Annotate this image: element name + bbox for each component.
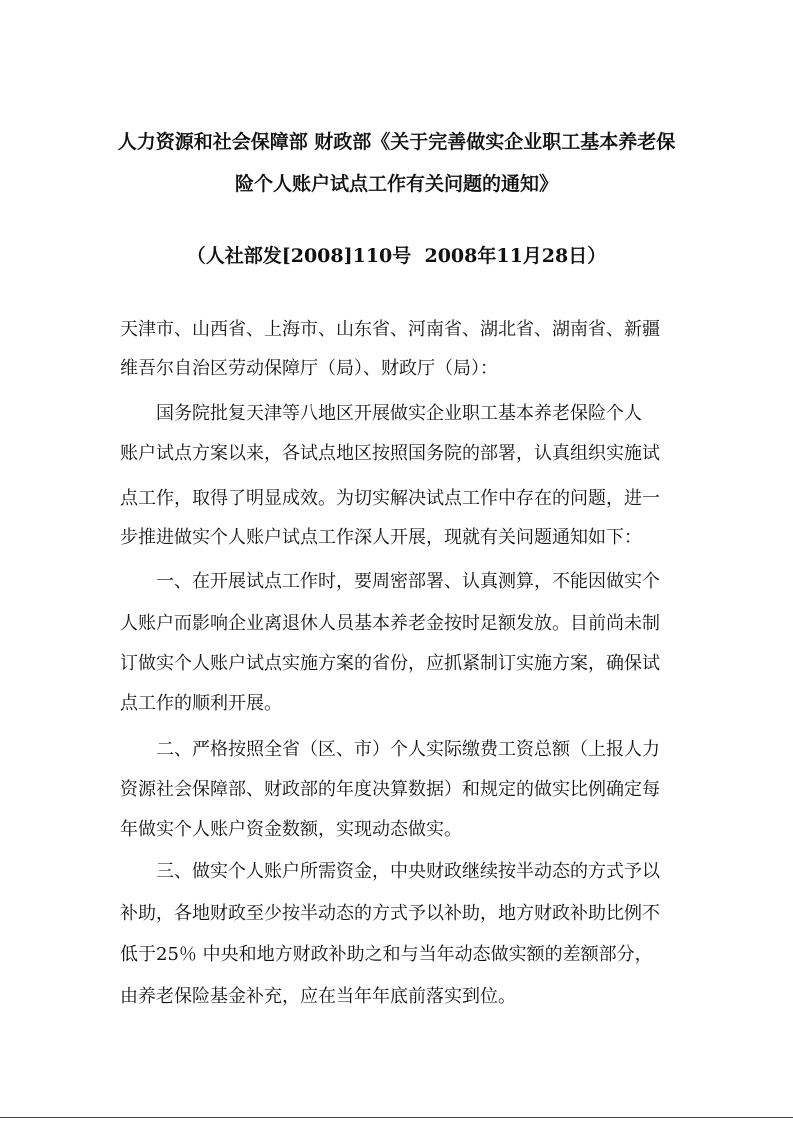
- item-1-line: 订做实个人账户试点实施方案的省份，应抓紧制订实施方案，确保试: [120, 653, 660, 674]
- item-3-line: 由养老保险基金补充，应在当年年底前落实到位。: [120, 986, 516, 1007]
- item-3-line: 三、做实个人账户所需资金，中央财政继续按半动态的方式予以: [156, 861, 660, 882]
- item-3-line: 低于25％ 中央和地方财政补助之和与当年动态做实额的差额部分，: [120, 944, 653, 965]
- intro-paragraph-line: 点工作，取得了明显成效。为切实解决试点工作中存在的问题，进一: [120, 488, 660, 509]
- item-1-line: 人账户而影响企业离退休人员基本养老金按时足额发放。目前尚未制: [120, 613, 660, 634]
- intro-paragraph-line: 国务院批复天津等八地区开展做实企业职工基本养老保险个人: [156, 403, 642, 424]
- item-2-line: 资源社会保障部、财政部的年度决算数据）和规定的做实比例确定每: [120, 779, 660, 800]
- intro-paragraph-line: 账户试点方案以来，各试点地区按照国务院的部署，认真组织实施试: [120, 443, 660, 464]
- issue-number-and-date: （人社部发[2008]110号 2008年11月28日）: [186, 245, 607, 267]
- item-1-line: 点工作的顺利开展。: [120, 693, 282, 714]
- document-title-line-2: 险个人账户试点工作有关问题的通知》: [234, 173, 558, 195]
- document-title-line-1: 人力资源和社会保障部 财政部《关于完善做实企业职工基本养老保: [117, 131, 676, 153]
- page-bottom-rule: [0, 1117, 793, 1118]
- item-2-line: 二、严格按照全省（区、市）个人实际缴费工资总额（上报人力: [156, 739, 660, 760]
- addressee-line: 天津市、山西省、上海市、山东省、河南省、湖北省、湖南省、新疆: [120, 319, 660, 340]
- item-2-line: 年做实个人账户资金数额，实现动态做实。: [120, 819, 462, 840]
- item-1-line: 一、在开展试点工作时，要周密部署、认真测算，不能因做实个: [156, 571, 660, 592]
- item-3-line: 补助，各地财政至少按半动态的方式予以补助，地方财政补助比例不: [120, 903, 660, 924]
- intro-paragraph-line: 步推进做实个人账户试点工作深人开展，现就有关问题通知如下：: [120, 527, 642, 548]
- addressee-line: 维吾尔自治区劳动保障厅（局）、财政厅（局）：: [120, 358, 498, 379]
